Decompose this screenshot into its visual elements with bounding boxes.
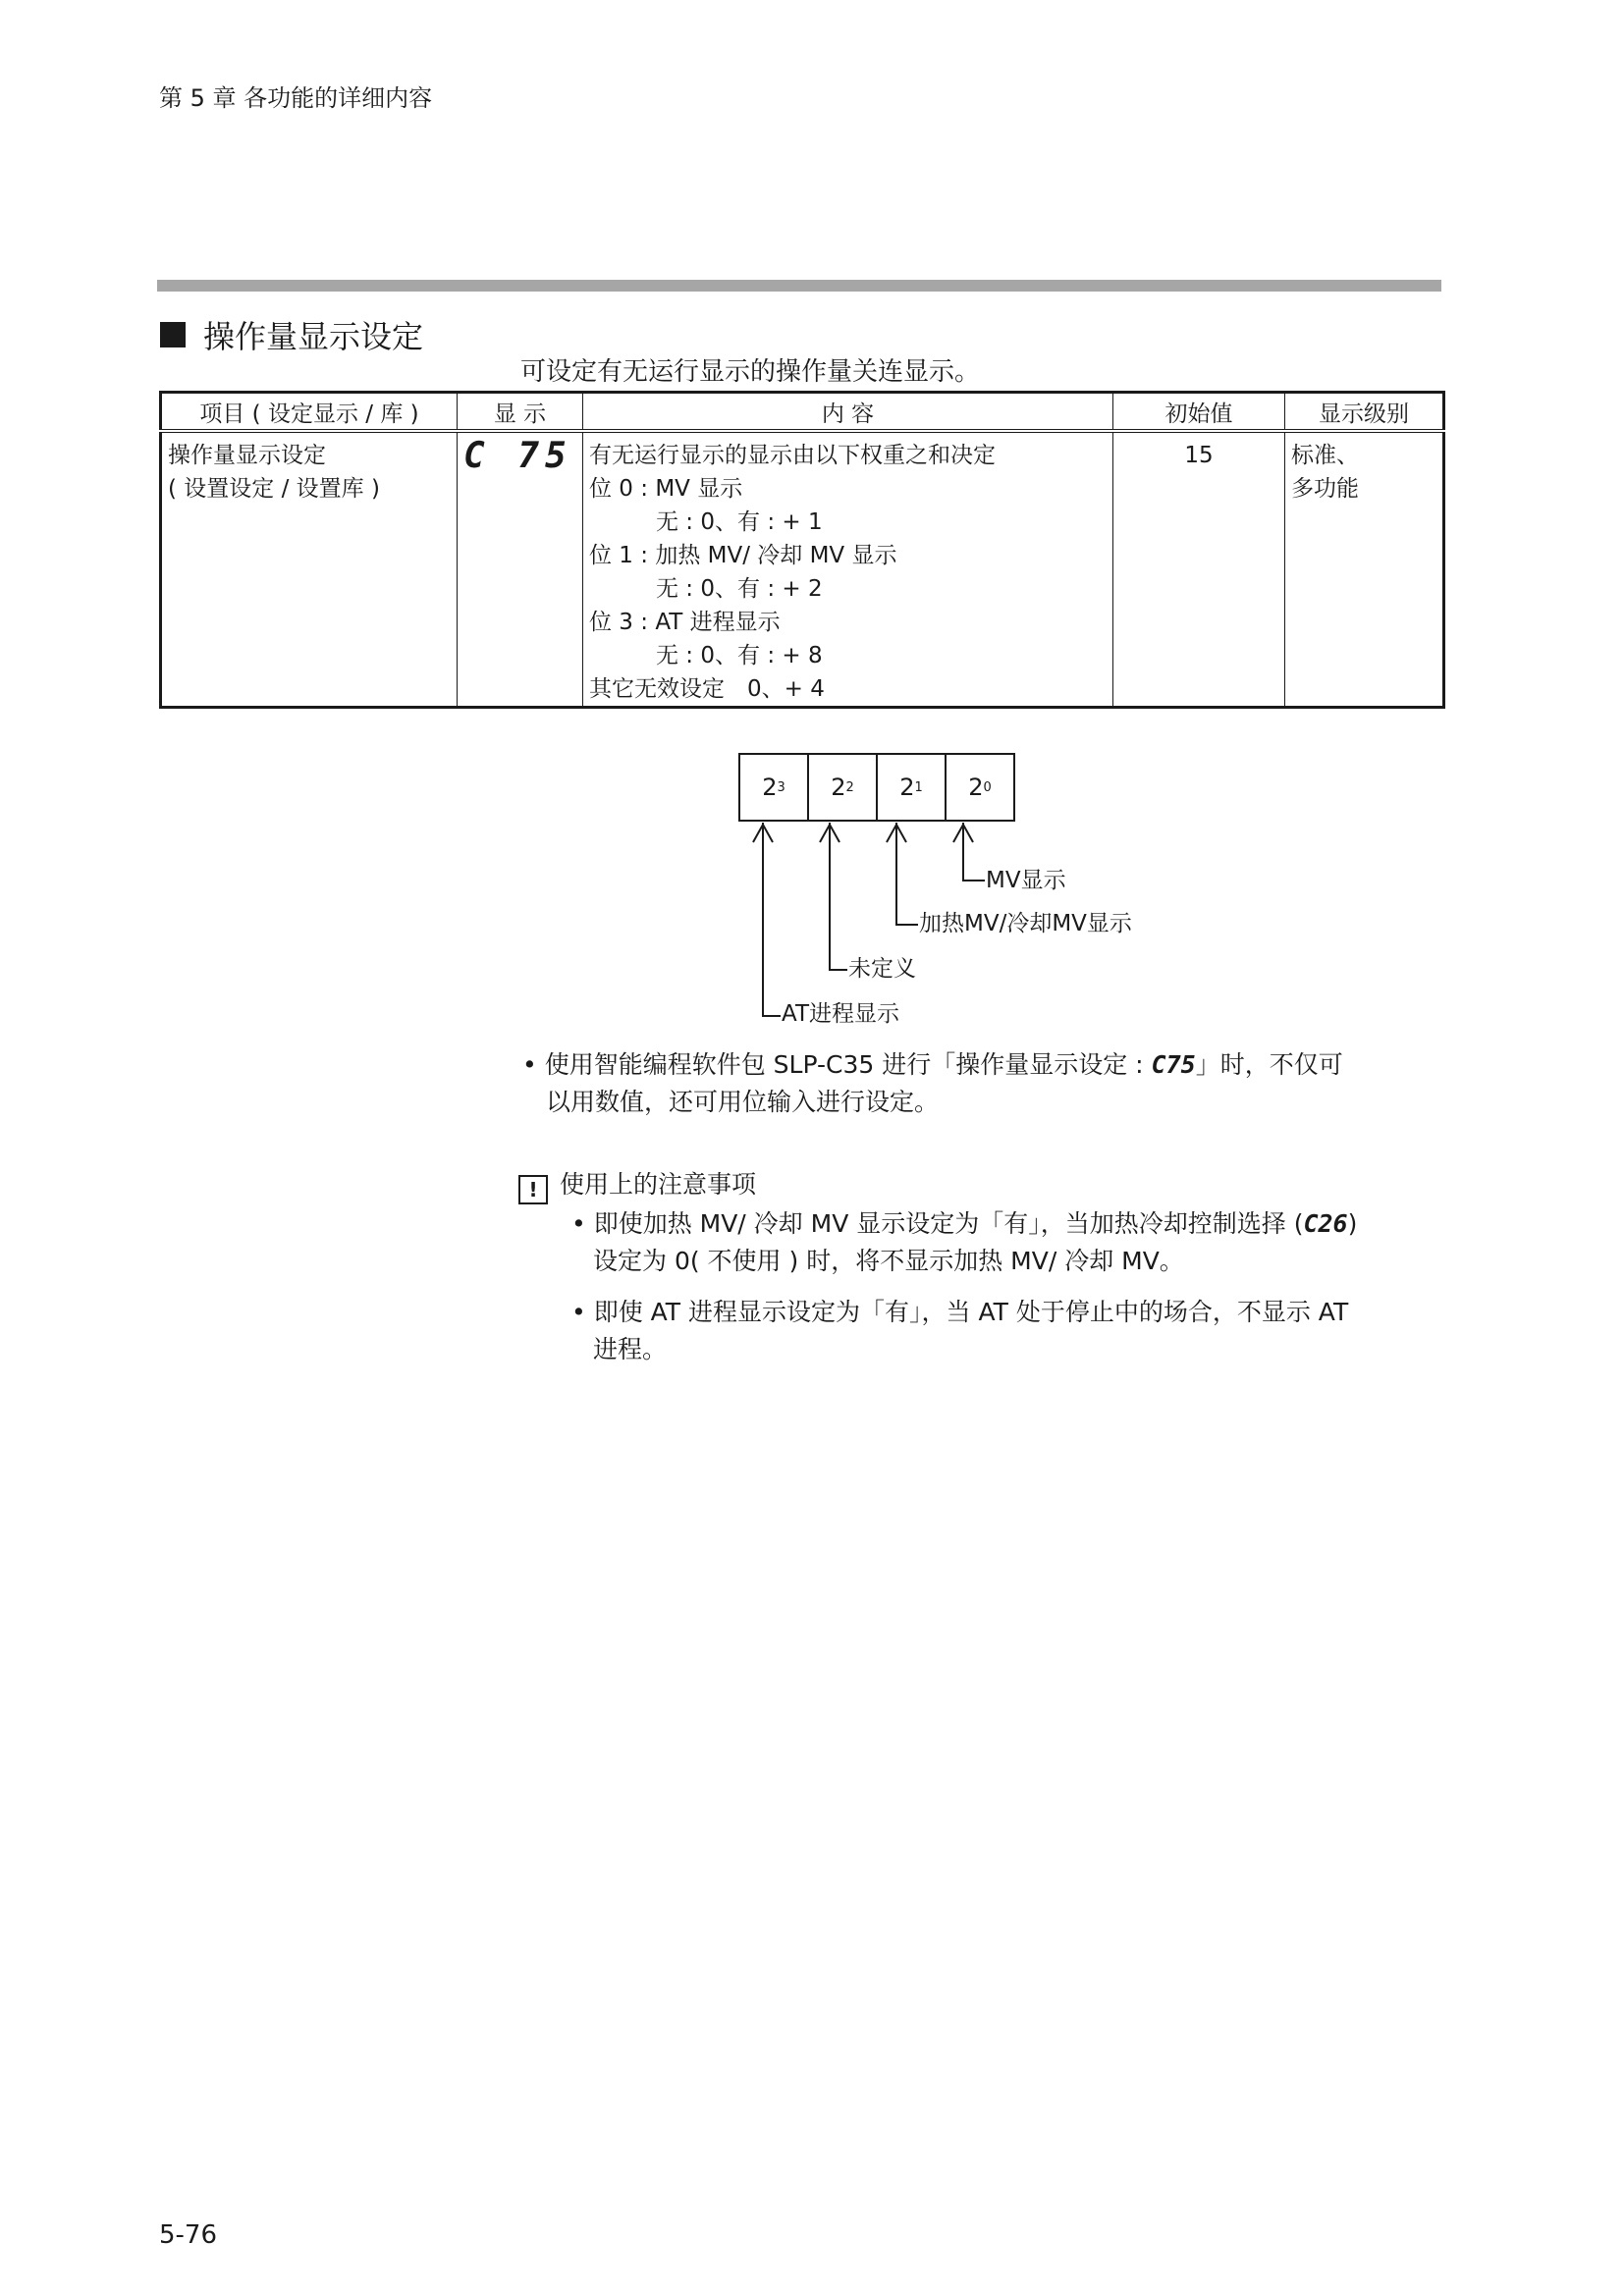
note-line <box>571 1205 1357 1243</box>
bit-box <box>878 755 947 820</box>
content-line: 位 3 : AT 进程显示 <box>589 610 781 635</box>
chapter-header: 第 5 章 各功能的详细内容 <box>159 84 433 112</box>
content-line: 位 0 : MV 显示 <box>589 476 743 502</box>
bullet-text: • 使用智能编程软件包 SLP-C35 进行「操作量显示设定 : <box>522 1050 1152 1079</box>
section-title <box>160 312 423 357</box>
header-display: 显 示 <box>458 393 583 432</box>
bit-weight-boxes <box>738 753 1015 822</box>
bit-box <box>809 755 878 820</box>
bit-base: 2 <box>968 774 984 801</box>
label-at-process: AT进程显示 <box>782 1001 899 1027</box>
bullet-text: 」时，不仅可 <box>1195 1050 1343 1079</box>
bullet-paragraph <box>522 1046 1343 1121</box>
segment-code: C75 <box>1151 1050 1196 1079</box>
label-mv: MV显示 <box>986 868 1066 893</box>
section-title-text: 操作量显示设定 <box>203 318 424 355</box>
note-text: • 即使加热 MV/ 冷却 MV 显示设定为「有」，当加热冷却控制选择 ( <box>571 1209 1304 1238</box>
arrow-bit1 <box>896 823 918 925</box>
bit-exp: 2 <box>845 779 854 795</box>
caution-icon: ! <box>518 1175 548 1204</box>
page-number: 5-76 <box>159 2220 218 2250</box>
note-item <box>571 1205 1357 1280</box>
arrow-bit2 <box>830 823 847 970</box>
note-line: • 即使 AT 进程显示设定为「有」，当 AT 处于停止中的场合，不显示 AT <box>571 1298 1349 1326</box>
content-line: 其它无效设定 0、+ 4 <box>589 676 825 702</box>
square-bullet-icon <box>160 322 186 347</box>
note-title-text: 使用上的注意事项 <box>560 1170 757 1199</box>
parameter-table <box>159 391 1445 709</box>
bullet-line: 以用数值，还可用位输入进行设定。 <box>546 1088 940 1116</box>
item-name: 操作量显示设定 <box>168 443 326 468</box>
bit-exp: 1 <box>914 779 923 795</box>
content-line: 无 : 0、有 : + 1 <box>656 509 823 535</box>
bit-base: 2 <box>831 774 846 801</box>
bit-base: 2 <box>899 774 915 801</box>
note-line: 设定为 0( 不使用 ) 时，将不显示加热 MV/ 冷却 MV。 <box>593 1247 1184 1275</box>
level-line: 标准、 <box>1291 443 1359 468</box>
bit-box <box>947 755 1013 820</box>
arrow-bit3 <box>763 823 781 1016</box>
content-line: 位 1 : 加热 MV/ 冷却 MV 显示 <box>589 543 897 568</box>
bit-box <box>740 755 809 820</box>
content-line: 有无运行显示的显示由以下权重之和决定 <box>589 443 996 468</box>
content-line: 无 : 0、有 : + 8 <box>656 643 823 668</box>
header-initial: 初始值 <box>1113 393 1285 432</box>
item-location: ( 设置设定 / 设置库 ) <box>168 476 380 502</box>
header-item: 项目 ( 设定显示 / 库 ) <box>161 393 458 432</box>
note-title <box>518 1166 756 1204</box>
header-content: 内 容 <box>583 393 1113 432</box>
cell-initial: 15 <box>1113 431 1285 708</box>
note-item <box>571 1294 1348 1368</box>
table-row <box>161 431 1444 708</box>
bit-exp: 0 <box>983 779 992 795</box>
cell-display <box>458 431 583 708</box>
note-line: 进程。 <box>593 1335 668 1363</box>
label-undefined: 未定义 <box>848 956 916 982</box>
bit-base: 2 <box>762 774 778 801</box>
level-line: 多功能 <box>1291 476 1359 502</box>
content-line: 无 : 0、有 : + 2 <box>656 576 823 602</box>
label-heat-cool-mv: 加热MV/冷却MV显示 <box>919 911 1132 936</box>
arrow-bit0 <box>963 823 985 881</box>
bullet-line <box>522 1046 1343 1084</box>
bit-exp: 3 <box>777 779 785 795</box>
section-intro: 可设定有无运行显示的操作量关连显示。 <box>520 357 981 387</box>
section-divider <box>157 280 1441 292</box>
display-code: C 75 <box>463 436 572 476</box>
cell-item <box>161 431 458 708</box>
cell-level <box>1285 431 1444 708</box>
segment-code: C26 <box>1303 1209 1348 1238</box>
table-header-row <box>161 393 1444 432</box>
cell-content <box>583 431 1113 708</box>
note-text: ) <box>1347 1209 1358 1238</box>
header-level: 显示级别 <box>1285 393 1444 432</box>
